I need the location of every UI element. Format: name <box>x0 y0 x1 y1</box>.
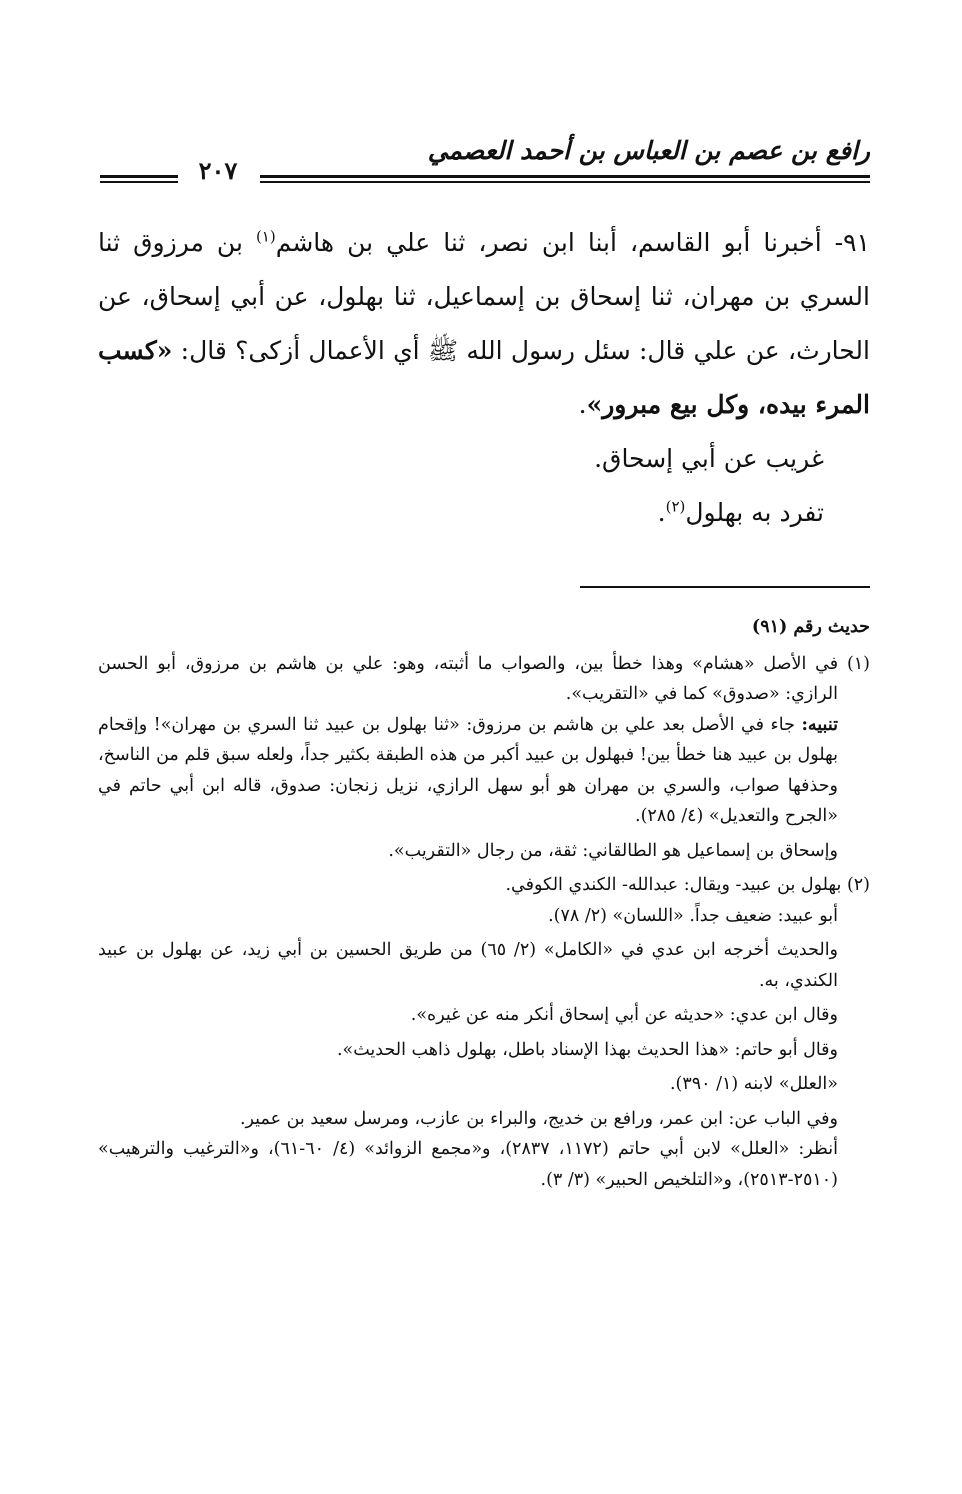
footnote-1 <box>98 649 870 710</box>
footnotes <box>98 612 870 1195</box>
footnote-1-number: (١) <box>846 653 870 674</box>
hadith-tafarrud: تفرد به بهلول <box>685 498 824 527</box>
footnote-2-ilal: «العلل» لابنه (١/ ٣٩٠). <box>669 1074 838 1094</box>
footnote-2-bab: وفي الباب عن: ابن عمر، ورافع بن خديج، والبراء بن عازب، ومرسل سعيد بن عمير. <box>239 1108 838 1129</box>
hadith-body <box>98 216 870 540</box>
footnote-2 <box>98 870 870 901</box>
footnote-1-text: في الأصل «هشام» وهذا خطأ بين، والصواب ما أثبته، وهو: علي بن هاشم بن مرزوق، أبو الحسن الرازي: «صدوق» كما في «التقريب». <box>98 653 847 704</box>
tanbih-label: تنبيه: <box>801 714 838 735</box>
footnote-2-takhrij: والحديث أخرجه ابن عدي في «الكامل» (٢/ ٦٥) من طريق الحسين بن أبي زيد، عن بهلول بن عبيد الكندي، به. <box>98 940 839 991</box>
hadith-text-1: ٩١- أخبرنا أبو القاسم، أبنا ابن نصر، ثنا علي بن هاشم <box>275 228 870 257</box>
footnote-ref-2: (٢) <box>665 497 686 516</box>
footnote-2-unzur: أنظر: «العلل» لابن أبي حاتم (١١٧٢، ٢٨٣٧)، و«مجمع الزوائد» (٤/ ٦٠-٦١)، و«الترغيب والترهيب» (٢٥١٠-٢٥١٣)، و«التلخيص الحبير» (٣/ ٣). <box>98 1139 838 1190</box>
tanbih-text: جاء في الأصل بعد علي بن هاشم بن مرزوق: «ثنا بهلول بن عبيد ثنا السري بن مهران»! وإقحام بهلول بن عبيد هنا خطأ بين! فبهلول بن عبيد أكبر من هذه الطبقة بكثير جداً، ولعله سبق قلم من الناسخ، وحذفها صواب، والسري بن مهران هو أبو سهل الرازي، نزيل زنجان: صدوق، قاله ابن أبي حاتم في «الجرح والتعديل» (٤/ ٢٨٥). <box>98 714 838 826</box>
hadith-end-mark: . <box>578 390 587 419</box>
footnotes-heading: حديث رقم (٩١) <box>751 617 870 637</box>
footnote-2-ibn-adi: وقال ابن عدي: «حديثه عن أبي إسحاق أنكر منه عن غيره». <box>410 1005 838 1025</box>
footnote-2-abu-ubaid: أبو عبيد: ضعيف جداً. «اللسان» (٢/ ٧٨). <box>548 905 838 926</box>
hadith-tafarrud-line <box>98 486 870 540</box>
footnote-2-number: (٢) <box>846 875 870 895</box>
footnote-ref-1: (١) <box>255 227 276 246</box>
hadith-tafarrud-end: . <box>657 498 666 527</box>
hadith-grading: غريب عن أبي إسحاق. <box>594 444 824 473</box>
hadith-paragraph <box>98 216 870 432</box>
hadith-text-2: بن مرزوق ثنا السري بن مهران، ثنا إسحاق بن إسماعيل، ثنا بهلول، عن أبي إسحاق، عن الحارث، عن علي قال: سئل رسول الله ﷺ أي الأعمال أزكى؟ قال: <box>98 228 870 365</box>
footnote-2-abu-hatim: وقال أبو حاتم: «هذا الحديث بهذا الإسناد باطل، بهلول ذاهب الحديث». <box>336 1039 838 1060</box>
header-rule-short <box>100 175 178 183</box>
hadith-matn: «كسب المرء بيده، وكل بيع مبرور» <box>98 336 870 419</box>
header-rule-long <box>260 175 870 183</box>
footnote-separator <box>580 586 870 588</box>
page-header <box>100 130 870 190</box>
footnote-1-tanbih <box>98 710 870 832</box>
footnote-2-text: بهلول بن عبيد- ويقال: عبدالله- الكندي الكوفي. <box>505 875 847 895</box>
page-number: ٢٠٧ <box>198 156 238 185</box>
footnote-1-ishaq: وإسحاق بن إسماعيل هو الطالقاني: ثقة، من رجال «التقريب». <box>388 840 838 861</box>
running-title: رافع بن عصم بن العباس بن أحمد العصمي <box>427 136 870 165</box>
